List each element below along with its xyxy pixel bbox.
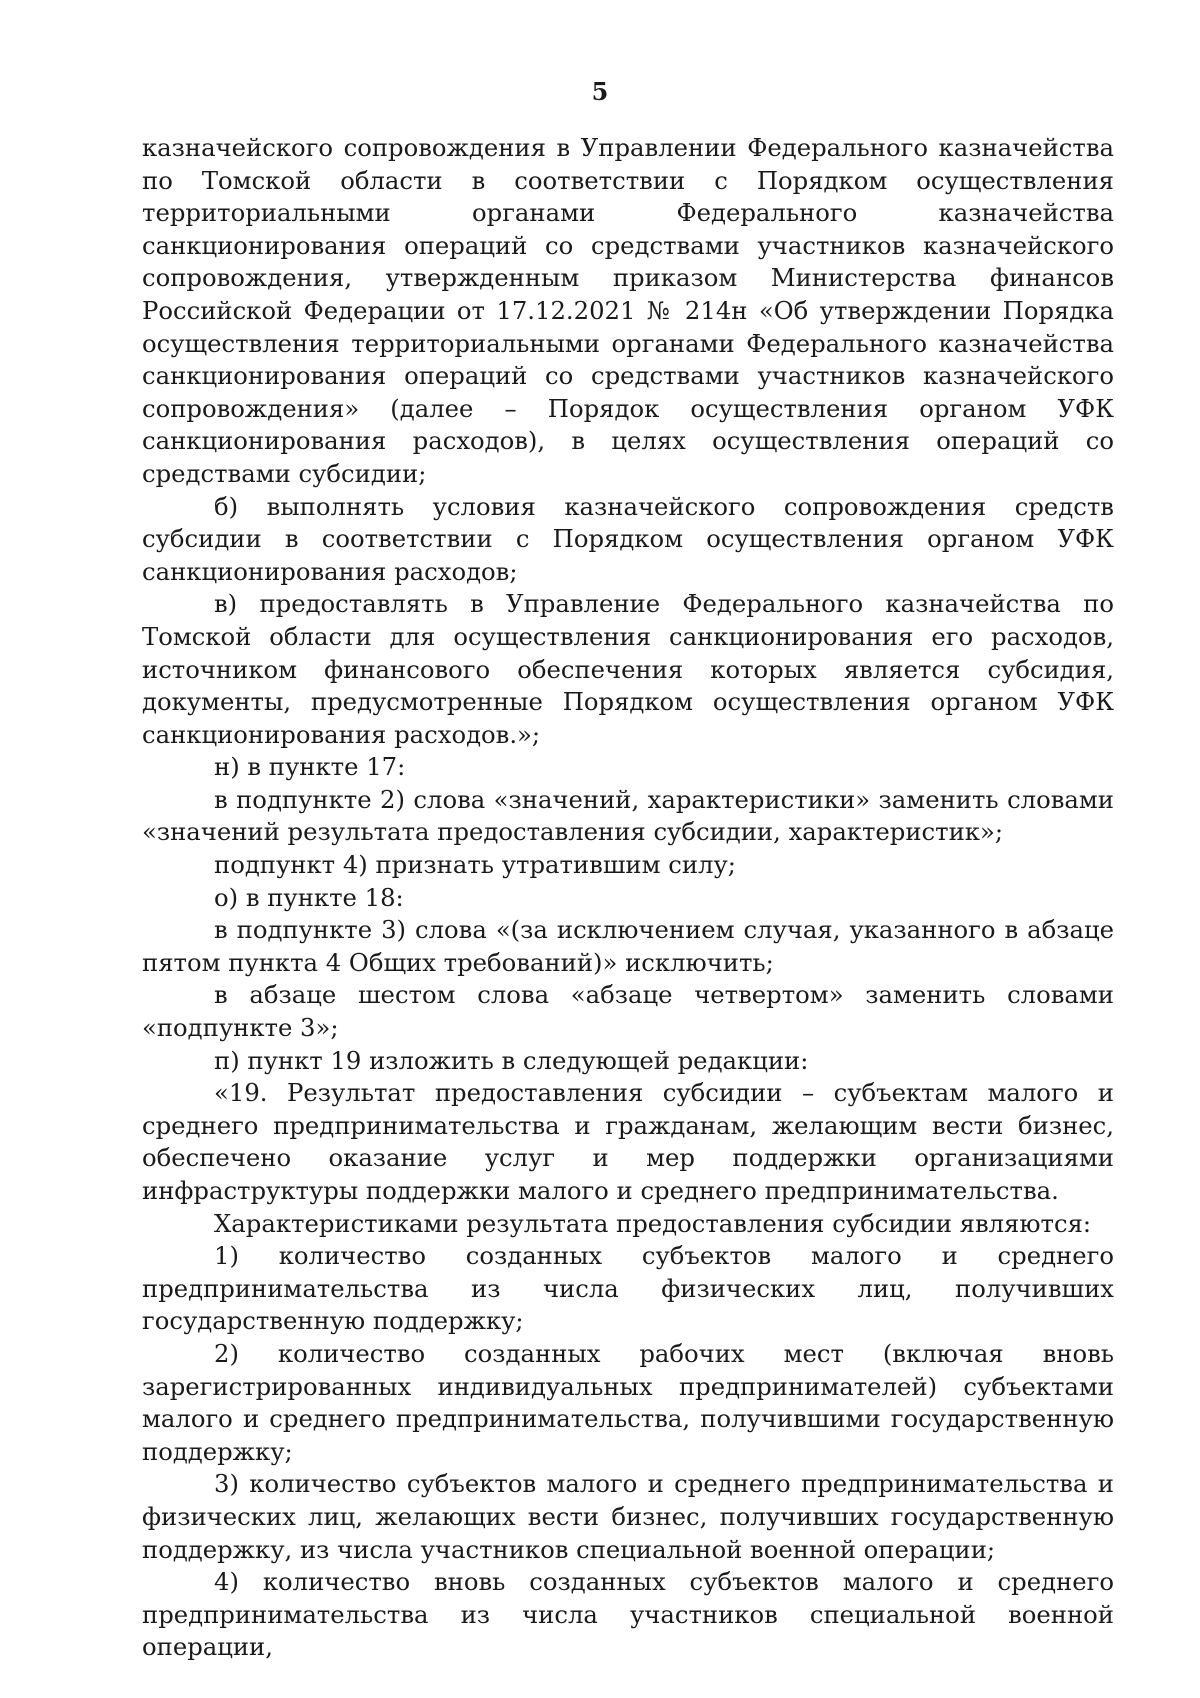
paragraph-list-1: 1) количество созданных субъектов малого и среднего предпринимательства из числа физических лиц, получивших государственную поддержку; bbox=[142, 1241, 1114, 1336]
paragraph-characteristics: Характеристиками результата предоставления субсидии являются: bbox=[214, 1208, 1092, 1238]
paragraph-abzac-6: в абзаце шестом слова «абзаце четвертом» заменить словами «подпункте 3»; bbox=[142, 980, 1114, 1043]
document-body bbox=[142, 132, 1114, 1664]
paragraph-list-4: 4) количество вновь созданных субъектов малого и среднего предпринимательства из числа участников специальной военной операции, bbox=[142, 1567, 1114, 1662]
page-number: 5 bbox=[591, 77, 609, 106]
paragraph-subitem-4: подпункт 4) признать утратившим силу; bbox=[214, 850, 736, 880]
paragraph-item-p: п) пункт 19 изложить в следующей редакции: bbox=[214, 1045, 809, 1075]
paragraph-continuation: казначейского сопровождения в Управлении Федерального казначейства по Томской области в соответствии с Порядком осуществления территориальными органами Федерального казначейства санкционирования операций со средствами участников казначейского сопровождения, утвержденным приказом Министерства финансов Российской Федерации от 17.12.2021 № 214н «Об утверждении Порядка осуществления территориальными органами Федерального казначейства санкционирования операций со средствами участников казначейского сопровождения» (далее – Порядок осуществления органом УФК санкционирования расходов), в целях осуществления операций со средствами субсидии; bbox=[142, 133, 1114, 488]
paragraph-item-b: б) выполнять условия казначейского сопровождения средств субсидии в соответствии с Порядком осуществления органом УФК санкционирования расходов; bbox=[142, 491, 1114, 586]
paragraph-subitem-3: в подпункте 3) слова «(за исключением случая, указанного в абзаце пятом пункта 4 Общих требований)» исключить; bbox=[142, 915, 1114, 977]
paragraph-point-19: «19. Результат предоставления субсидии – субъектам малого и среднего предпринимательства и гражданам, желающим вести бизнес, обеспечено оказание услуг и мер поддержки организациями инфраструктуры поддержки малого и среднего предпринимательства. bbox=[142, 1078, 1114, 1205]
paragraph-subitem-2: в подпункте 2) слова «значений, характеристики» заменить словами «значений результата предоставления субсидии, характеристик»; bbox=[142, 784, 1114, 847]
paragraph-list-2: 2) количество созданных рабочих мест (включая вновь зарегистрированных индивидуальных предпринимателей) субъектами малого и среднего предпринимательства, получившими государственную поддержку; bbox=[142, 1338, 1114, 1466]
paragraph-item-o: о) в пункте 18: bbox=[214, 882, 404, 912]
paragraph-item-n: н) в пункте 17: bbox=[214, 752, 406, 782]
paragraph-item-v: в) предоставлять в Управление Федерального казначейства по Томской области для осуществления санкционирования его расходов, источником финансового обеспечения которых является субсидия, документы, предусмотренные Порядком осуществления органом УФК санкционирования расходов.»; bbox=[142, 589, 1114, 749]
paragraph-list-3: 3) количество субъектов малого и среднего предпринимательства и физических лиц, желающих вести бизнес, получивших государственную поддержку, из числа участников специальной военной операции; bbox=[142, 1469, 1114, 1564]
